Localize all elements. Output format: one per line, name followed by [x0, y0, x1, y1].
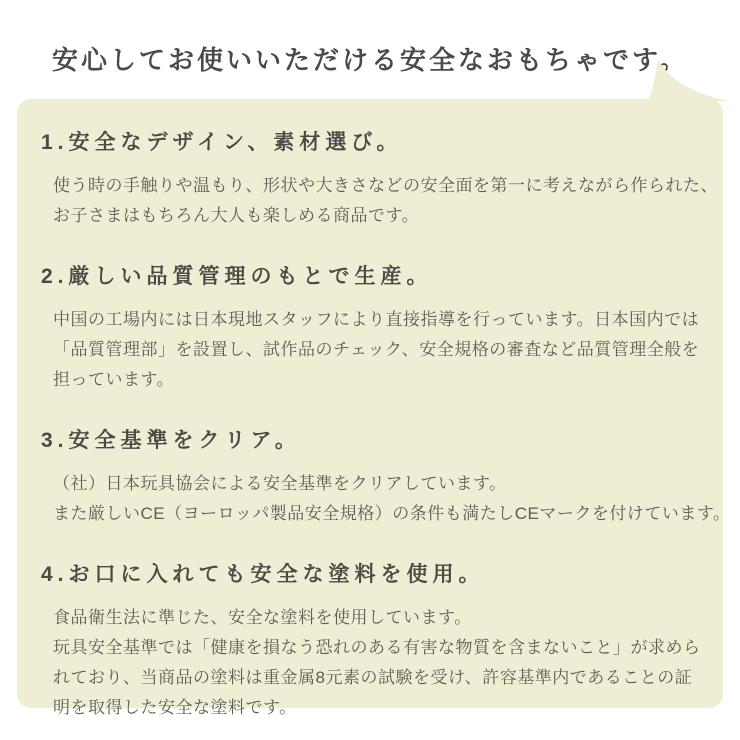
section-title — [41, 558, 695, 588]
body-line: 中国の工場内には日本現地スタッフにより直接指導を行っています。日本国内では — [53, 310, 700, 329]
section-title — [41, 260, 695, 290]
body-line: （社）日本玩具協会による安全基準をクリアしています。 — [53, 474, 507, 493]
body-line: また厳しいCE（ヨーロッパ製品安全規格）の条件も満たしCEマークを付けています。 — [53, 504, 731, 523]
safety-section-4 — [41, 558, 701, 723]
page-title: 安心してお使いいただける安全なおもちゃです。 — [52, 45, 688, 75]
safety-section-3 — [41, 424, 731, 529]
speech-bubble-tail — [645, 57, 729, 103]
section-body — [53, 469, 731, 529]
safety-section-1 — [41, 126, 718, 231]
body-line: 玩具安全基準では「健康を損なう恐れのある有害な物質を含まないこと」が求めら — [53, 638, 701, 657]
section-number: 1. — [41, 131, 69, 154]
section-title — [41, 126, 695, 156]
section-title-text: 安全なデザイン、素材選び。 — [68, 131, 403, 154]
body-line: お子さまはもちろん大人も楽しめる商品です。 — [53, 206, 420, 225]
section-title-text: 安全基準をクリア。 — [68, 429, 301, 452]
body-line: 担っています。 — [53, 370, 175, 389]
section-title — [41, 424, 695, 454]
section-title-text: お口に入れても安全な塗料を使用。 — [68, 563, 485, 586]
section-number: 4. — [41, 563, 69, 586]
section-number: 2. — [41, 265, 69, 288]
body-line: 「品質管理部」を設置し、試作品のチェック、安全規格の審査など品質管理全般を — [53, 340, 700, 359]
section-title-text: 厳しい品質管理のもとで生産。 — [68, 265, 433, 288]
section-number: 3. — [41, 429, 69, 452]
section-body — [53, 171, 718, 231]
section-body — [53, 603, 701, 723]
body-line: 明を取得した安全な塗料です。 — [53, 698, 297, 717]
body-line: れており、当商品の塗料は重金属8元素の試験を受け、許容基準内であることの証 — [53, 668, 693, 687]
safety-points-panel — [17, 99, 731, 717]
body-line: 使う時の手触りや温もり、形状や大きさなどの安全面を第一に考えながら作られた、 — [53, 176, 718, 195]
section-body — [53, 305, 700, 395]
safety-section-2 — [41, 260, 700, 395]
body-line: 食品衛生法に準じた、安全な塗料を使用しています。 — [53, 608, 472, 627]
